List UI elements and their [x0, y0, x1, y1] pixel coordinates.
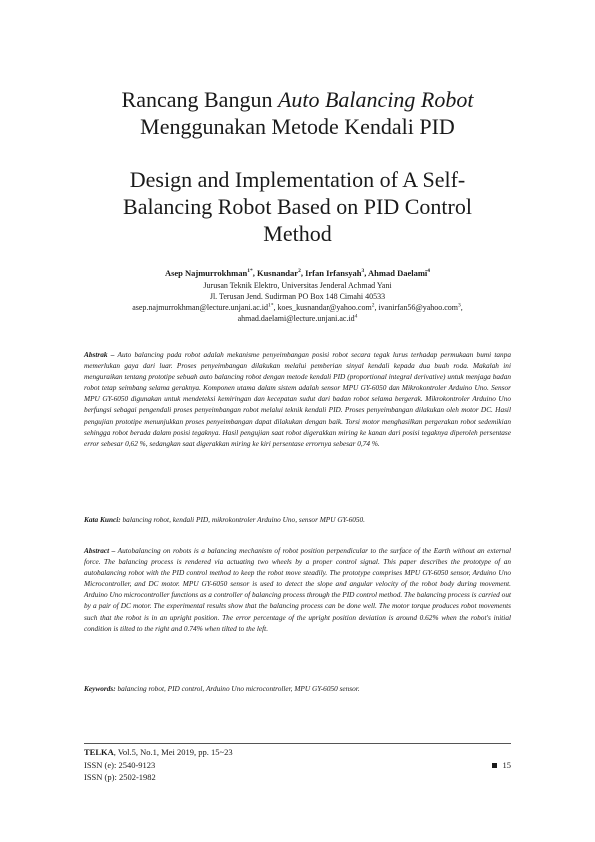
kata-kunci-text: balancing robot, kendali PID, mikrokontroler Arduino Uno, sensor MPU GY-6050. [120, 515, 365, 524]
author-1-sup: 1* [247, 268, 253, 275]
keywords-en-text: balancing robot, PID control, Arduino Uno microcontroller, MPU GY-6050 sensor. [115, 684, 360, 693]
title-id-line2: Menggunakan Metode Kendali PID [140, 114, 455, 139]
author-names [40, 268, 555, 279]
issn-electronic: ISSN (e): 2540-9123 [84, 759, 156, 770]
author-4-sup: 4 [427, 268, 431, 275]
square-bullet-icon [492, 763, 497, 768]
author-4: , Ahmad Daelami [364, 268, 428, 278]
abstrak-paragraph [84, 349, 511, 449]
author-2: , Kusnandar [252, 268, 299, 278]
title-id-line1 [60, 86, 535, 113]
keywords-en-label: Keywords: [84, 684, 116, 693]
kata-kunci-label: Kata Kunci: [84, 515, 121, 524]
affiliation-line2: Jl. Terusan Jend. Sudirman PO Box 148 Cimahi 40533 [209, 292, 386, 301]
title-id-plain: Rancang Bangun [121, 87, 278, 112]
email-1[interactable]: asep.najmurrokhman@lecture.unjani.ac.id [132, 303, 268, 312]
author-1: Asep Najmurrokhman [164, 268, 248, 278]
keywords-en-paragraph [84, 683, 511, 694]
author-3: , Irfan Irfansyah [300, 268, 362, 278]
page-footer [84, 746, 511, 784]
email-line2 [40, 313, 555, 324]
abstract-en-paragraph [84, 545, 511, 634]
author-2-sup: 2 [298, 268, 301, 275]
affiliation-line1: Jurusan Teknik Elektro, Universitas Jenderal Achmad Yani [203, 281, 392, 290]
email-4[interactable]: ahmad.daelami@lecture.unjani.ac.id [237, 314, 355, 323]
journal-name: TELKA [84, 747, 114, 757]
abstract-en-label: Abstract – [84, 546, 116, 555]
issn-print: ISSN (p): 2502-1982 [84, 772, 156, 782]
footer-divider [84, 743, 511, 744]
footer-citation [84, 746, 511, 759]
email-2[interactable]: , koes_kusnandar@yahoo.com [273, 303, 372, 312]
paper-title-indonesian [60, 86, 535, 140]
kata-kunci-paragraph [84, 514, 511, 525]
email-3-sup: 3 [458, 302, 461, 309]
page-number-block [492, 759, 512, 772]
email-1-sup: 1* [267, 302, 274, 309]
email-2-sup: 2 [371, 302, 375, 309]
email-3[interactable]: , ivanirfan56@yahoo.com [374, 303, 459, 312]
abstrak-text: Auto balancing pada robot adalah mekanisme penyeimbangan posisi robot secara tegak lurus terhadap permukaan bumi tanpa memerlukan gaya dari luar. Proses penyeimbangan dilakukan melalui pemberian sinyal kendali kepada dua buah roda. Makalah ini menguraikan tentang prototipe sebuah auto balancing robot dengan metode kendali PID (proportional integral derivative) untuk menjaga badan robot tetap seimbang selama geraknya. Komponen utama dalam sistem adalah sensor MPU GY-6050 dan Mikrokontroler Arduino Uno. Sensor MPU GY-6050 digunakan untuk mendeteksi kemiringan dan kecepatan sudut dari badan robot selama bergerak. Mikrokontroler Arduino Uno berfungsi sebagai pengendali proses penyeimbangan robot melalui teknik kendali PID. Proses penyeimbangan dilakukan oleh motor DC. Hasil pengujian prototipe menunjukkan proses penyeimbangan dapat dilakukan dengan baik. Torsi motor menghasilkan pergerakan robot sedemikian sehingga robot berada dalam posisi tegaknya. Hasil pengujian saat robot digerakkan miring ke kanan dari posisi tegaknya diperoleh persentase error sebesar 0,62 %, sedangkan saat digerakkan miring ke kiri persentase errornya sebesar 0,74 %. [84, 350, 511, 448]
title-en-line3: Method [263, 221, 332, 246]
email-3-tail: , [460, 303, 463, 312]
title-id-italic: Auto Balancing Robot [277, 87, 474, 112]
page-number: 15 [502, 760, 511, 770]
paper-title-english [80, 166, 515, 247]
author-block [40, 268, 555, 324]
email-4-sup: 4 [354, 313, 358, 320]
author-3-sup: 3 [361, 268, 365, 275]
title-en-line2: Balancing Robot Based on PID Control [123, 194, 472, 219]
abstrak-label: Abstrak – [84, 350, 115, 359]
citation-text: , Vol.5, No.1, Mei 2019, pp. 15~23 [113, 747, 233, 757]
abstract-en-text: Autobalancing on robots is a balancing mechanism of robot position perpendicular to the surface of the Earth without an external force. The balancing process is rendered via actuating two wheels by a proper control signal. This paper describes the prototype of an autobalancing robot with the PID control method to keep the robot move steadily. The prototype comprises MPU GY-6050 sensor, Arduino Uno Microcontroller, and DC motor. MPU GY-6050 sensor is used to detect the slope and angular velocity of the robot body during movement. Arduino Uno microcontroller functions as a controller of balancing process through the PID control method. The balancing process is carried out by a pair of DC motor. The experimental results show that the balancing process can be done well. The motor torque produces robot movements such that the robot is in an upright position. The error percentage of the upright position deviation is around 0.62% when the robot's initial condition is tilted to the right and 0.74% when tilted to the left. [84, 546, 511, 633]
email-line1 [40, 302, 555, 313]
title-en-line1: Design and Implementation of A Self- [129, 167, 466, 192]
